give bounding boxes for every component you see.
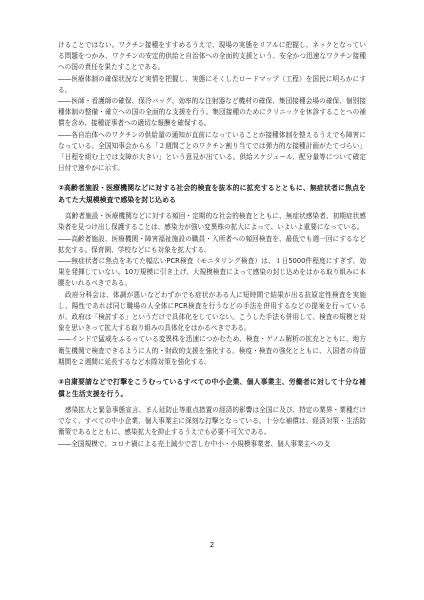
body-paragraph: ――医師・看護師の確保、保冷バッグ、効率的な注射器など機材の確保、集団接種会場の確保、個別接種体制の整備・確立への国の全面的な支援を行う。集団接種のためにクリニックを休診することへの補償を含め、接種従事者への適切な報酬を確保する。	[58, 97, 366, 128]
page-number: 2	[209, 541, 215, 549]
body-paragraph: ――高齢者施設、医療機関・障害福祉施設の職員・入所者への頻回検査を、最低でも週一回にするなど拡充する。保育園、学校などにも対象を拡大する。	[58, 234, 366, 254]
document-body	[58, 40, 366, 450]
body-paragraph: ――各自治体へのワクチンの供給量の通知が直前になっていることが接種体制を整えるうえでも障害になっている。全国知事会からも「２週間ごとのワクチン割り当てでは弾力的な接種計画がたてづらい」「日程を組む上では支障が大きい」という意見が出ている。供給スケジュール、配分量等について確定日付で速やかに示す。	[58, 130, 366, 173]
body-paragraph: ――全国規模で、コロナ禍による売上減少で苦しむ中小・小規模事業者、個人事業主への支	[58, 439, 331, 448]
body-paragraph: けることではない。ワクチン接種をすすめるうえで、現場の実態をリアルに把握し、ネックとなっている問題をつかみ、ワクチンの安定的供給と自治体への全面的支援という、安全かつ迅速なワクチン接種への国の責任を果たすことである。	[58, 41, 366, 72]
body-paragraph: ――医療体制の確保状況など実情を把握し、実態にそくしたロードマップ（工程）を国民に明らかにする。	[58, 74, 366, 94]
section-gap	[58, 368, 366, 377]
section-gap	[58, 174, 366, 183]
section-heading: ③自粛要請などで打撃をこうむっているすべての中小企業、個人事業主、労働者に対して十分な補償と生活支援を行う。	[58, 378, 366, 398]
body-paragraph: 高齢者施設・医療機関などに対する頻回・定期的な社会的検査とともに、無症状感染者、初期症状感染者を見つけ出し保護することは、感染力が強い変異株の拡大によって、いよいよ重要になっている。	[58, 212, 366, 232]
body-paragraph: ――無症状者に焦点をあてた幅広いPCR検査（モニタリング検査）は、１日5000件程度にすぎず、効果を発揮していない。10万規模に引き上げ、大規模検査によって感染の封じ込めをはかる取り組みに本腰をいれるべきである。	[58, 257, 366, 288]
body-paragraph: ――インドで猛威をふるっている変異株を迅速につかむため、検査・ゲノム解析の拡充とともに、地方衛生機関で検査できるように人的・財政的支援を強化する。検疫・検査の強化とともに、入国者の待留期間を２週間に延長するなど水際対策を強化する。	[58, 335, 366, 366]
section-heading: ②高齢者施設・医療機関などに対する社会的検査を抜本的に拡充するとともに、無症状者に焦点をあてた大規模検査で感染を封じ込める	[58, 184, 366, 204]
body-paragraph: 感染拡大と緊急事態宣言、まん延防止等重点措置の経済的影響は全国に及び、特定の業界・業種だけでなく、すべての中小企業、個人事業主に深刻な打撃となっている。十分な補償は、経済対策・生活防衛策であるとともに、感染拡大を抑止するうえでも必要不可欠である。	[58, 405, 366, 437]
body-paragraph: 政府分科会は、体調が悪いなどわずかでも症状がある人に短時間で結果が出る抗原定性検査を実施し、陽性であれば同じ職場の人全体にPCR検査を行うなどの手法を併用するなどの提案を行っているが、政府は「検討する」というだけで具体化をしていない。こうした手法も併用して、検査の規模と対象を思いきって拡大する取り組みの具体化をはかるべきである。	[58, 290, 366, 333]
